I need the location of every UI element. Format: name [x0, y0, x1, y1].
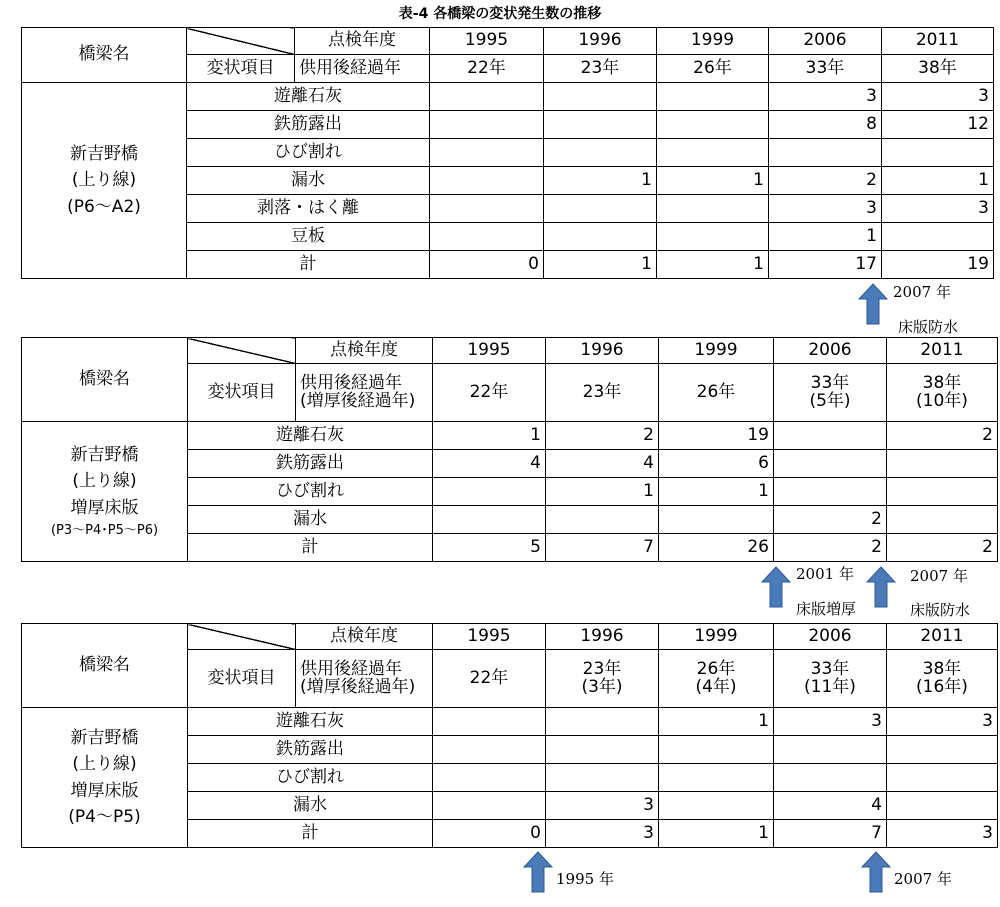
count-cell: 19	[882, 251, 994, 279]
count-cell: 26	[659, 534, 774, 562]
up-arrow-icon	[858, 283, 888, 325]
count-cell	[433, 478, 546, 506]
bridge-name-line: (上り線)	[72, 754, 137, 775]
defect-item: 鉄筋露出	[187, 111, 430, 139]
elapsed-line: 23年	[582, 381, 622, 402]
count-cell	[546, 708, 659, 736]
elapsed-value	[659, 364, 774, 422]
annotation-year: 2007 年	[893, 283, 951, 301]
count-cell	[657, 223, 769, 251]
count-cell: 1	[433, 422, 546, 450]
count-cell	[433, 792, 546, 820]
elapsed-value	[546, 364, 659, 422]
bridge-name-line: 新吉野橋	[70, 143, 138, 164]
count-cell: 1	[544, 251, 657, 279]
count-cell	[430, 111, 544, 139]
inspection-year-label: 点検年度	[296, 624, 433, 650]
elapsed-years-label: 供用後経過年	[295, 55, 430, 83]
count-cell	[433, 506, 546, 534]
elapsed-value	[433, 650, 546, 708]
count-cell	[430, 195, 544, 223]
bridge-name-header: 橋梁名	[22, 338, 188, 422]
elapsed-value	[659, 650, 774, 708]
table-row	[22, 422, 998, 450]
table-row	[22, 83, 994, 111]
count-cell: 1	[769, 223, 882, 251]
annotation-year: 2001 年	[796, 565, 854, 583]
count-cell: 1	[657, 167, 769, 195]
inspection-year-label: 点検年度	[295, 28, 430, 55]
count-cell	[544, 83, 657, 111]
count-cell: 0	[430, 251, 544, 279]
count-cell	[430, 139, 544, 167]
count-cell: 2	[774, 534, 887, 562]
year-header: 2006	[774, 338, 887, 364]
elapsed-label-line: (増厚後経過年)	[300, 676, 416, 697]
elapsed-line: (10年)	[916, 390, 968, 411]
count-cell: 12	[882, 111, 994, 139]
year-header: 2011	[882, 28, 994, 55]
defect-item: 鉄筋露出	[188, 736, 433, 764]
defect-item: 剥落・はく離	[187, 195, 430, 223]
annotation-year: 1995 年	[556, 870, 614, 888]
elapsed-value: 26年	[657, 55, 769, 83]
defect-item: 豆板	[187, 223, 430, 251]
defect-item-label: 変状項目	[188, 650, 296, 708]
elapsed-value	[433, 364, 546, 422]
count-cell	[769, 139, 882, 167]
count-cell: 1	[882, 167, 994, 195]
count-cell	[659, 736, 774, 764]
count-cell	[546, 736, 659, 764]
annotation-text: 床版防水	[898, 318, 959, 336]
count-cell	[887, 450, 998, 478]
elapsed-line: (3年)	[581, 676, 623, 697]
elapsed-line: 38年	[922, 372, 962, 393]
count-cell: 19	[659, 422, 774, 450]
inspection-year-label: 点検年度	[296, 338, 433, 364]
elapsed-label-line: (増厚後経過年)	[300, 390, 416, 411]
count-cell	[544, 223, 657, 251]
year-header: 2011	[887, 624, 998, 650]
defect-item: 漏水	[188, 792, 433, 820]
count-cell	[659, 506, 774, 534]
count-cell	[887, 792, 998, 820]
bridge-name-header: 橋梁名	[22, 28, 187, 83]
up-arrow-icon	[523, 851, 553, 893]
elapsed-value	[774, 650, 887, 708]
count-cell: 2	[887, 422, 998, 450]
count-cell: 2	[546, 422, 659, 450]
annotation-year: 2007 年	[910, 567, 968, 585]
defect-item: 鉄筋露出	[188, 450, 433, 478]
count-cell: 3	[882, 83, 994, 111]
count-cell	[887, 478, 998, 506]
defect-item-label: 変状項目	[187, 55, 295, 83]
year-header: 1996	[546, 624, 659, 650]
bridge-name-line: 増厚床版	[70, 780, 139, 801]
elapsed-line: 26年	[696, 381, 736, 402]
count-cell	[774, 736, 887, 764]
count-cell	[546, 506, 659, 534]
defect-item: 計	[188, 534, 433, 562]
elapsed-value: 38年	[882, 55, 994, 83]
count-cell	[882, 139, 994, 167]
count-cell: 7	[774, 820, 887, 848]
count-cell	[430, 167, 544, 195]
elapsed-line: 38年	[922, 658, 962, 679]
bridge-name-line: (P3～P4･P5～P6)	[50, 522, 159, 538]
diagonal-cell	[188, 624, 296, 650]
diagonal-cell	[187, 28, 295, 55]
count-cell: 1	[544, 167, 657, 195]
count-cell: 1	[659, 820, 774, 848]
table-3	[21, 623, 998, 848]
elapsed-line: (11年)	[804, 676, 856, 697]
count-cell: 17	[769, 251, 882, 279]
year-header: 1999	[659, 338, 774, 364]
bridge-name	[22, 708, 188, 848]
year-header: 1999	[659, 624, 774, 650]
count-cell	[887, 764, 998, 792]
count-cell	[887, 506, 998, 534]
count-cell: 3	[546, 792, 659, 820]
defect-item: 計	[188, 820, 433, 848]
defect-item: ひび割れ	[188, 764, 433, 792]
elapsed-line: 22年	[469, 381, 509, 402]
count-cell	[657, 83, 769, 111]
count-cell: 7	[546, 534, 659, 562]
count-cell: 2	[769, 167, 882, 195]
bridge-name-line: 新吉野橋	[70, 444, 139, 465]
up-arrow-icon	[866, 566, 896, 608]
elapsed-value	[887, 650, 998, 708]
count-cell	[774, 422, 887, 450]
elapsed-label-line: 供用後経過年	[300, 372, 402, 393]
count-cell	[659, 792, 774, 820]
year-header: 2011	[887, 338, 998, 364]
elapsed-value	[774, 364, 887, 422]
count-cell: 3	[774, 708, 887, 736]
elapsed-label-line: 供用後経過年	[300, 658, 402, 679]
count-cell	[882, 223, 994, 251]
table-1	[21, 27, 994, 279]
defect-item: 漏水	[188, 506, 433, 534]
bridge-name-line: 新吉野橋	[70, 727, 139, 748]
defect-item: ひび割れ	[187, 139, 430, 167]
count-cell: 1	[659, 478, 774, 506]
bridge-name-header: 橋梁名	[22, 624, 188, 708]
elapsed-value: 23年	[544, 55, 657, 83]
elapsed-line: (4年)	[695, 676, 737, 697]
bridge-name	[22, 83, 187, 279]
count-cell	[430, 223, 544, 251]
bridge-name-line: 増厚床版	[70, 497, 139, 518]
table-caption: 表-4 各橋梁の変状発生数の推移	[398, 6, 602, 22]
elapsed-line: 22年	[469, 667, 509, 688]
table-row	[22, 708, 998, 736]
defect-item-label: 変状項目	[188, 364, 296, 422]
count-cell	[659, 764, 774, 792]
count-cell: 6	[659, 450, 774, 478]
elapsed-line: 33年	[810, 658, 850, 679]
defect-item: 遊離石灰	[187, 83, 430, 111]
bridge-name	[22, 422, 188, 562]
count-cell: 1	[546, 478, 659, 506]
elapsed-line: 33年	[810, 372, 850, 393]
year-header: 1995	[430, 28, 544, 55]
defect-item: 計	[187, 251, 430, 279]
count-cell	[544, 195, 657, 223]
count-cell	[430, 83, 544, 111]
count-cell: 0	[433, 820, 546, 848]
count-cell	[774, 478, 887, 506]
elapsed-years-label	[296, 650, 433, 708]
count-cell: 3	[546, 820, 659, 848]
count-cell: 4	[774, 792, 887, 820]
count-cell: 3	[887, 820, 998, 848]
count-cell	[433, 708, 546, 736]
diagonal-cell	[188, 338, 296, 364]
elapsed-value	[546, 650, 659, 708]
year-header: 1996	[544, 28, 657, 55]
year-header: 1995	[433, 338, 546, 364]
count-cell	[544, 111, 657, 139]
count-cell	[887, 736, 998, 764]
count-cell	[657, 111, 769, 139]
count-cell: 3	[769, 83, 882, 111]
elapsed-value	[887, 364, 998, 422]
elapsed-value: 33年	[769, 55, 882, 83]
annotation-text: 床版防水	[910, 601, 971, 619]
up-arrow-icon	[861, 851, 891, 893]
defect-item: 遊離石灰	[188, 708, 433, 736]
count-cell: 3	[887, 708, 998, 736]
count-cell: 1	[657, 251, 769, 279]
defect-item: ひび割れ	[188, 478, 433, 506]
year-header: 1995	[433, 624, 546, 650]
year-header: 2006	[774, 624, 887, 650]
year-header: 1999	[657, 28, 769, 55]
count-cell	[546, 764, 659, 792]
count-cell: 3	[769, 195, 882, 223]
elapsed-line: (5年)	[809, 390, 851, 411]
count-cell	[433, 764, 546, 792]
count-cell	[774, 450, 887, 478]
count-cell: 2	[887, 534, 998, 562]
bridge-name-line: (P4～P5)	[68, 806, 141, 827]
count-cell	[657, 139, 769, 167]
bridge-name-line: (上り線)	[72, 471, 137, 492]
count-cell	[657, 195, 769, 223]
count-cell: 1	[659, 708, 774, 736]
count-cell	[544, 139, 657, 167]
annotation-text: 床版増厚	[796, 600, 857, 618]
year-header: 1996	[546, 338, 659, 364]
count-cell	[433, 736, 546, 764]
count-cell: 4	[546, 450, 659, 478]
count-cell: 8	[769, 111, 882, 139]
elapsed-years-label	[296, 364, 433, 422]
count-cell	[774, 764, 887, 792]
up-arrow-icon	[761, 566, 791, 608]
elapsed-line: 23年	[582, 658, 622, 679]
bridge-name-line: (上り線)	[71, 170, 137, 191]
count-cell: 2	[774, 506, 887, 534]
table-2	[21, 337, 998, 562]
annotation-year: 2007 年	[894, 870, 952, 888]
defect-item: 遊離石灰	[188, 422, 433, 450]
elapsed-line: (16年)	[916, 676, 968, 697]
elapsed-line: 26年	[696, 658, 736, 679]
count-cell: 4	[433, 450, 546, 478]
bridge-name-line: (P6～A2)	[67, 196, 141, 217]
year-header: 2006	[769, 28, 882, 55]
count-cell: 5	[433, 534, 546, 562]
defect-item: 漏水	[187, 167, 430, 195]
elapsed-value: 22年	[430, 55, 544, 83]
count-cell: 3	[882, 195, 994, 223]
